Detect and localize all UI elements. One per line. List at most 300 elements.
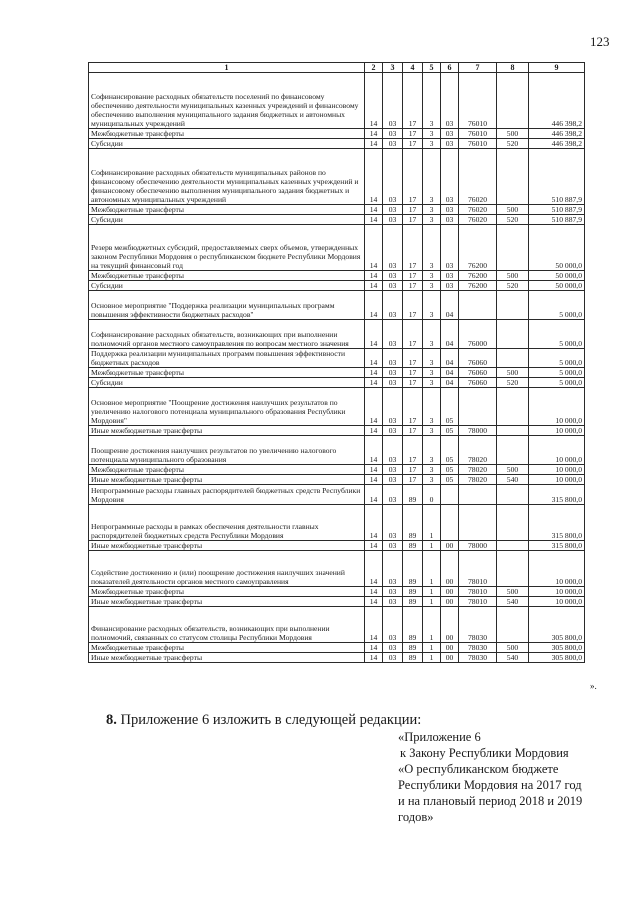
amount: 10 000,0: [529, 436, 585, 465]
code-subsection: 03: [383, 436, 403, 465]
code-subsection: 03: [383, 349, 403, 368]
code-expense-type: [497, 73, 529, 129]
code-expense-type: 540: [497, 475, 529, 485]
amount: 10 000,0: [529, 388, 585, 426]
code-direction: 76010: [459, 73, 497, 129]
code-subprogram: 1: [423, 597, 441, 607]
code-program: 89: [403, 551, 423, 587]
code-direction: 76000: [459, 320, 497, 349]
code-direction: 76010: [459, 129, 497, 139]
code-activity: 05: [441, 465, 459, 475]
code-subprogram: 3: [423, 129, 441, 139]
table-row: [89, 73, 585, 129]
code-section: 14: [365, 426, 383, 436]
code-expense-type: 520: [497, 215, 529, 225]
column-header: 2: [365, 63, 383, 73]
table-header-row: [89, 63, 585, 73]
code-activity: 00: [441, 653, 459, 663]
row-description: Межбюджетные трансферты: [89, 205, 365, 215]
table-row: [89, 607, 585, 643]
row-description: Межбюджетные трансферты: [89, 587, 365, 597]
table-row: [89, 551, 585, 587]
code-subsection: 03: [383, 291, 403, 320]
code-subprogram: 1: [423, 541, 441, 551]
row-description: Основное мероприятие "Поддержка реализации муниципальных программ повышения эффективности бюджетных расходов": [89, 291, 365, 320]
code-section: 14: [365, 475, 383, 485]
table-row: [89, 205, 585, 215]
row-description: Иные межбюджетные трансферты: [89, 475, 365, 485]
code-expense-type: 520: [497, 378, 529, 388]
code-subprogram: 1: [423, 607, 441, 643]
row-description: Иные межбюджетные трансферты: [89, 426, 365, 436]
code-subsection: 03: [383, 205, 403, 215]
code-section: 14: [365, 139, 383, 149]
code-direction: [459, 291, 497, 320]
code-section: 14: [365, 320, 383, 349]
code-subprogram: 3: [423, 368, 441, 378]
code-program: 17: [403, 205, 423, 215]
code-section: 14: [365, 205, 383, 215]
code-expense-type: [497, 149, 529, 205]
table-row: [89, 597, 585, 607]
amount: 315 800,0: [529, 505, 585, 541]
row-description: Резерв межбюджетных субсидий, предоставляемых сверх объемов, утвержденных законом Республики Мордовия о республиканском бюджете Республики Мордовия на текущий финансовый год: [89, 225, 365, 271]
amount: 510 887,9: [529, 215, 585, 225]
row-description: Иные межбюджетные трансферты: [89, 653, 365, 663]
code-activity: 03: [441, 215, 459, 225]
code-activity: 05: [441, 475, 459, 485]
code-expense-type: [497, 320, 529, 349]
code-direction: 76060: [459, 349, 497, 368]
code-expense-type: [497, 485, 529, 505]
code-program: 17: [403, 73, 423, 129]
code-program: 17: [403, 436, 423, 465]
code-subprogram: 3: [423, 388, 441, 426]
amount: 5 000,0: [529, 320, 585, 349]
table-row: [89, 465, 585, 475]
table-row: [89, 388, 585, 426]
column-header: 4: [403, 63, 423, 73]
code-program: 17: [403, 215, 423, 225]
code-subsection: 03: [383, 368, 403, 378]
code-activity: 00: [441, 597, 459, 607]
amount: 5 000,0: [529, 368, 585, 378]
code-activity: 04: [441, 291, 459, 320]
code-expense-type: 520: [497, 139, 529, 149]
table-row: [89, 653, 585, 663]
code-section: 14: [365, 465, 383, 475]
code-activity: 05: [441, 436, 459, 465]
appendix-ref-line: к Закону Республики Мордовия: [400, 746, 569, 760]
code-expense-type: 520: [497, 281, 529, 291]
table-row: [89, 139, 585, 149]
amount: 305 800,0: [529, 653, 585, 663]
code-direction: 76020: [459, 205, 497, 215]
code-section: 14: [365, 225, 383, 271]
code-subprogram: 3: [423, 320, 441, 349]
code-direction: 76200: [459, 225, 497, 271]
table-row: [89, 587, 585, 597]
code-subprogram: 3: [423, 378, 441, 388]
code-expense-type: 500: [497, 587, 529, 597]
amount: 10 000,0: [529, 587, 585, 597]
code-subprogram: 0: [423, 485, 441, 505]
code-section: 14: [365, 129, 383, 139]
code-program: 17: [403, 291, 423, 320]
amount: 10 000,0: [529, 597, 585, 607]
code-subsection: 03: [383, 653, 403, 663]
code-subsection: 03: [383, 378, 403, 388]
amount: 5 000,0: [529, 378, 585, 388]
code-expense-type: [497, 607, 529, 643]
code-subprogram: 1: [423, 587, 441, 597]
code-section: 14: [365, 597, 383, 607]
code-program: 17: [403, 426, 423, 436]
code-expense-type: 540: [497, 653, 529, 663]
code-expense-type: 500: [497, 271, 529, 281]
table-row: [89, 643, 585, 653]
code-subprogram: 3: [423, 139, 441, 149]
column-header: 1: [89, 63, 365, 73]
code-expense-type: [497, 551, 529, 587]
code-expense-type: 540: [497, 597, 529, 607]
table-row: [89, 426, 585, 436]
budget-table: [88, 62, 585, 663]
row-description: Финансирование расходных обязательств, возникающих при выполнении полномочий, связанных со статусом столицы Республики Мордовия: [89, 607, 365, 643]
code-activity: 00: [441, 607, 459, 643]
code-activity: 04: [441, 368, 459, 378]
code-subprogram: 3: [423, 281, 441, 291]
code-direction: 78030: [459, 643, 497, 653]
row-description: Поощрение достижения наилучших результатов по увеличению налогового потенциала муниципального образования: [89, 436, 365, 465]
code-section: 14: [365, 541, 383, 551]
appendix-reference: [398, 729, 628, 825]
code-program: 17: [403, 271, 423, 281]
row-description: Субсидии: [89, 139, 365, 149]
code-program: 89: [403, 643, 423, 653]
instruction-text: Приложение 6 изложить в следующей редакции:: [120, 712, 422, 728]
code-subprogram: 3: [423, 215, 441, 225]
code-direction: 78030: [459, 607, 497, 643]
code-direction: 78020: [459, 475, 497, 485]
code-activity: 04: [441, 378, 459, 388]
code-subsection: 03: [383, 551, 403, 587]
row-description: Межбюджетные трансферты: [89, 271, 365, 281]
code-subsection: 03: [383, 320, 403, 349]
code-subprogram: 1: [423, 505, 441, 541]
amount: 50 000,0: [529, 225, 585, 271]
table-row: [89, 129, 585, 139]
code-activity: 03: [441, 149, 459, 205]
code-program: 17: [403, 465, 423, 475]
code-activity: 00: [441, 541, 459, 551]
code-program: 17: [403, 129, 423, 139]
amount: 10 000,0: [529, 475, 585, 485]
code-expense-type: 500: [497, 205, 529, 215]
code-subprogram: 3: [423, 291, 441, 320]
code-program: 17: [403, 139, 423, 149]
row-description: Содействие достижению и (или) поощрение достижения наилучших значений показателей деятельности органов местного самоуправления: [89, 551, 365, 587]
code-subprogram: 1: [423, 653, 441, 663]
code-section: 14: [365, 505, 383, 541]
page-number: 123: [590, 34, 610, 49]
code-program: 89: [403, 653, 423, 663]
code-section: 14: [365, 378, 383, 388]
row-description: Поддержка реализации муниципальных программ повышения эффективности бюджетных расходов: [89, 349, 365, 368]
code-section: 14: [365, 73, 383, 129]
table-row: [89, 349, 585, 368]
row-description: Межбюджетные трансферты: [89, 465, 365, 475]
code-program: 17: [403, 149, 423, 205]
row-description: Межбюджетные трансферты: [89, 129, 365, 139]
row-description: Иные межбюджетные трансферты: [89, 541, 365, 551]
code-direction: 76200: [459, 271, 497, 281]
table-row: [89, 281, 585, 291]
code-program: 89: [403, 485, 423, 505]
code-subprogram: 3: [423, 73, 441, 129]
code-program: 89: [403, 587, 423, 597]
code-subprogram: 1: [423, 551, 441, 587]
code-subsection: 03: [383, 225, 403, 271]
code-subprogram: 3: [423, 349, 441, 368]
table-row: [89, 225, 585, 271]
amount: 10 000,0: [529, 465, 585, 475]
code-activity: 03: [441, 205, 459, 215]
amount: 510 887,9: [529, 149, 585, 205]
row-description: Субсидии: [89, 215, 365, 225]
code-expense-type: [497, 436, 529, 465]
code-direction: 78010: [459, 597, 497, 607]
code-subsection: 03: [383, 541, 403, 551]
table-row: [89, 485, 585, 505]
amount: 50 000,0: [529, 281, 585, 291]
amount: 315 800,0: [529, 485, 585, 505]
code-section: 14: [365, 653, 383, 663]
row-description: Межбюджетные трансферты: [89, 368, 365, 378]
code-subsection: 03: [383, 388, 403, 426]
code-direction: [459, 485, 497, 505]
row-description: Основное мероприятие "Поощрение достижения наилучших результатов по увеличению налогового потенциала муниципального образования Республики Мордовия": [89, 388, 365, 426]
code-activity: 03: [441, 271, 459, 281]
code-activity: 03: [441, 225, 459, 271]
amount: 305 800,0: [529, 643, 585, 653]
code-direction: [459, 388, 497, 426]
code-program: 17: [403, 281, 423, 291]
code-activity: 03: [441, 139, 459, 149]
table-row: [89, 368, 585, 378]
code-direction: 78010: [459, 551, 497, 587]
appendix-ref-line: «Приложение 6: [398, 730, 481, 744]
code-expense-type: [497, 505, 529, 541]
code-activity: 05: [441, 388, 459, 426]
code-subsection: 03: [383, 505, 403, 541]
code-expense-type: [497, 541, 529, 551]
table-row: [89, 436, 585, 465]
code-section: 14: [365, 551, 383, 587]
code-direction: 78000: [459, 541, 497, 551]
code-program: 17: [403, 349, 423, 368]
code-subsection: 03: [383, 597, 403, 607]
row-description: Непрограммные расходы главных распорядителей бюджетных средств Республики Мордовия: [89, 485, 365, 505]
code-activity: 00: [441, 587, 459, 597]
code-section: 14: [365, 368, 383, 378]
column-header: 7: [459, 63, 497, 73]
code-section: 14: [365, 271, 383, 281]
code-direction: [459, 505, 497, 541]
code-expense-type: [497, 426, 529, 436]
amount: 50 000,0: [529, 271, 585, 281]
row-description: Межбюджетные трансферты: [89, 643, 365, 653]
appendix-ref-line: «О республиканском бюджете: [398, 762, 559, 776]
code-section: 14: [365, 436, 383, 465]
code-program: 89: [403, 505, 423, 541]
row-description: Непрограммные расходы в рамках обеспечения деятельности главных распорядителей бюджетных средств Республики Мордовия: [89, 505, 365, 541]
code-activity: 03: [441, 129, 459, 139]
row-description: Субсидии: [89, 281, 365, 291]
code-direction: 76020: [459, 149, 497, 205]
code-program: 17: [403, 320, 423, 349]
code-direction: 78020: [459, 465, 497, 475]
code-subprogram: 3: [423, 149, 441, 205]
code-direction: 78030: [459, 653, 497, 663]
code-section: 14: [365, 485, 383, 505]
instruction-number: 8.: [106, 712, 117, 728]
row-description: Иные межбюджетные трансферты: [89, 597, 365, 607]
code-activity: [441, 485, 459, 505]
code-subprogram: 3: [423, 426, 441, 436]
code-expense-type: 500: [497, 129, 529, 139]
table-row: [89, 291, 585, 320]
column-header: 6: [441, 63, 459, 73]
code-subsection: 03: [383, 149, 403, 205]
amount: 510 887,9: [529, 205, 585, 215]
table-row: [89, 271, 585, 281]
table-row: [89, 475, 585, 485]
code-program: 17: [403, 225, 423, 271]
code-expense-type: 500: [497, 643, 529, 653]
code-subsection: 03: [383, 139, 403, 149]
code-subprogram: 3: [423, 436, 441, 465]
code-direction: 76010: [459, 139, 497, 149]
code-subsection: 03: [383, 643, 403, 653]
code-section: 14: [365, 388, 383, 426]
code-direction: 76060: [459, 368, 497, 378]
code-section: 14: [365, 215, 383, 225]
code-program: 89: [403, 597, 423, 607]
table-row: [89, 541, 585, 551]
column-header: 3: [383, 63, 403, 73]
code-subsection: 03: [383, 281, 403, 291]
code-direction: 78020: [459, 436, 497, 465]
table-row: [89, 320, 585, 349]
code-program: 17: [403, 475, 423, 485]
amendment-instruction: [106, 712, 421, 729]
code-activity: 04: [441, 349, 459, 368]
code-program: 89: [403, 541, 423, 551]
code-subprogram: 3: [423, 475, 441, 485]
closing-quote-mark: ».: [590, 681, 597, 691]
code-section: 14: [365, 643, 383, 653]
table-row: [89, 505, 585, 541]
code-expense-type: 500: [497, 368, 529, 378]
code-activity: 04: [441, 320, 459, 349]
table-row: [89, 215, 585, 225]
code-program: 17: [403, 368, 423, 378]
row-description: Софинансирование расходных обязательств, возникающих при выполнении полномочий органов местного самоуправления по вопросам местного значения: [89, 320, 365, 349]
code-expense-type: [497, 388, 529, 426]
code-subprogram: 3: [423, 271, 441, 281]
code-direction: 78000: [459, 426, 497, 436]
column-header: 5: [423, 63, 441, 73]
code-activity: 00: [441, 551, 459, 587]
amount: 315 800,0: [529, 541, 585, 551]
amount: 446 398,2: [529, 73, 585, 129]
code-activity: 00: [441, 643, 459, 653]
code-program: 17: [403, 378, 423, 388]
code-subsection: 03: [383, 129, 403, 139]
code-activity: 03: [441, 281, 459, 291]
amount: 446 398,2: [529, 139, 585, 149]
code-program: 89: [403, 607, 423, 643]
code-subprogram: 3: [423, 225, 441, 271]
appendix-ref-line: годов»: [398, 810, 434, 824]
column-header: 9: [529, 63, 585, 73]
code-subsection: 03: [383, 475, 403, 485]
code-expense-type: 500: [497, 465, 529, 475]
code-section: 14: [365, 349, 383, 368]
code-expense-type: [497, 349, 529, 368]
amount: 10 000,0: [529, 551, 585, 587]
code-activity: 03: [441, 73, 459, 129]
code-subsection: 03: [383, 587, 403, 597]
code-section: 14: [365, 281, 383, 291]
code-activity: 05: [441, 426, 459, 436]
code-subsection: 03: [383, 73, 403, 129]
code-program: 17: [403, 388, 423, 426]
amount: 446 398,2: [529, 129, 585, 139]
code-activity: [441, 505, 459, 541]
amount: 10 000,0: [529, 426, 585, 436]
code-subprogram: 3: [423, 465, 441, 475]
table-row: [89, 378, 585, 388]
code-expense-type: [497, 225, 529, 271]
table-body: [89, 73, 585, 663]
row-description: Софинансирование расходных обязательств поселений по финансовому обеспечению деятельности муниципальных казенных учреждений и финансовому обеспечению выполнения муниципального задания бюджетных и автономных муниципальных учреждений: [89, 73, 365, 129]
code-direction: 76020: [459, 215, 497, 225]
code-section: 14: [365, 607, 383, 643]
code-subsection: 03: [383, 215, 403, 225]
code-direction: 76200: [459, 281, 497, 291]
code-subsection: 03: [383, 426, 403, 436]
code-direction: 76060: [459, 378, 497, 388]
code-direction: 78010: [459, 587, 497, 597]
row-description: Субсидии: [89, 378, 365, 388]
code-section: 14: [365, 291, 383, 320]
code-subsection: 03: [383, 485, 403, 505]
table-row: [89, 149, 585, 205]
code-section: 14: [365, 587, 383, 597]
row-description: Софинансирование расходных обязательств муниципальных районов по финансовому обеспечению деятельности муниципальных казенных учреждений и финансовому обеспечению выполнения муниципального задания бюджетных и автономных муниципальных учреждений: [89, 149, 365, 205]
code-subsection: 03: [383, 271, 403, 281]
code-section: 14: [365, 149, 383, 205]
code-subprogram: 3: [423, 205, 441, 215]
appendix-ref-line: Республики Мордовия на 2017 год: [398, 778, 582, 792]
amount: 5 000,0: [529, 291, 585, 320]
appendix-ref-line: и на плановый период 2018 и 2019: [398, 794, 583, 808]
code-subprogram: 1: [423, 643, 441, 653]
amount: 305 800,0: [529, 607, 585, 643]
column-header: 8: [497, 63, 529, 73]
